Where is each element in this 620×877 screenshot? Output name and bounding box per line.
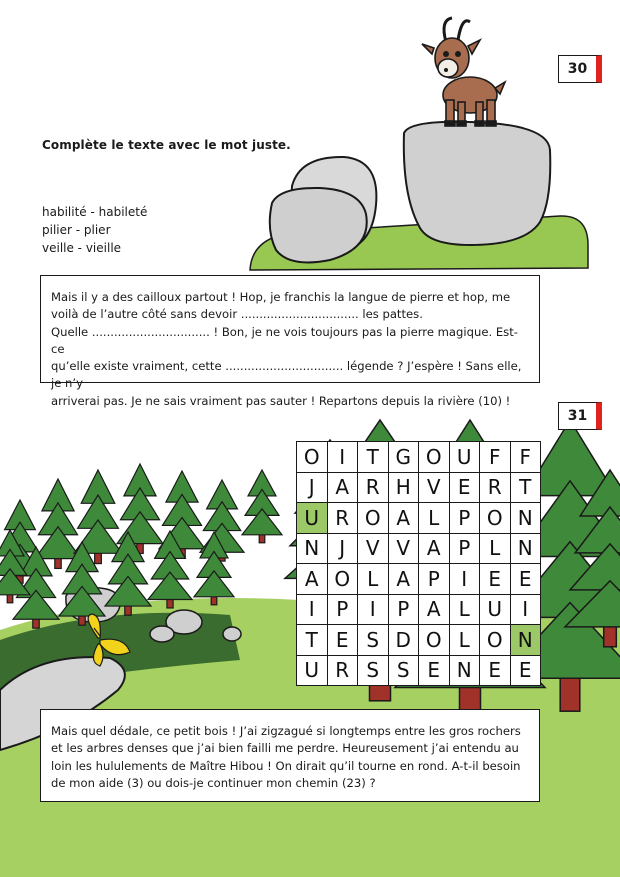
exercise-30-text-box	[40, 275, 540, 408]
grid-cell[interactable]: V	[419, 473, 450, 504]
grid-cell[interactable]: R	[328, 656, 359, 687]
grid-cell[interactable]: L	[450, 595, 481, 626]
grid-cell[interactable]: T	[297, 625, 328, 656]
grid-cell[interactable]: H	[389, 473, 420, 504]
grid-cell[interactable]: N	[511, 534, 542, 565]
grid-cell[interactable]: R	[480, 473, 511, 504]
grid-cell[interactable]: O	[419, 625, 450, 656]
grid-cell[interactable]: J	[297, 473, 328, 504]
grid-cell[interactable]: O	[328, 564, 359, 595]
grid-cell[interactable]: N	[511, 503, 542, 534]
grid-cell[interactable]: N	[511, 625, 542, 656]
grid-cell[interactable]: I	[297, 595, 328, 626]
grid-cell[interactable]: I	[358, 595, 389, 626]
word-pair: veille - vieille	[42, 241, 122, 255]
grid-cell[interactable]: E	[419, 656, 450, 687]
grid-cell[interactable]: J	[328, 534, 359, 565]
grid-cell[interactable]: A	[389, 503, 420, 534]
grid-cell[interactable]: P	[328, 595, 359, 626]
grid-cell[interactable]: O	[297, 442, 328, 473]
grid-cell[interactable]: E	[480, 564, 511, 595]
grid-cell[interactable]: F	[480, 442, 511, 473]
grid-cell[interactable]: N	[297, 534, 328, 565]
tree-icon	[242, 470, 282, 543]
grid-cell[interactable]: O	[358, 503, 389, 534]
goat-icon	[422, 18, 505, 126]
grid-cell[interactable]: L	[358, 564, 389, 595]
grid-cell[interactable]: A	[419, 595, 450, 626]
exercise-30-number: 30	[558, 55, 602, 83]
grid-cell[interactable]: U	[297, 656, 328, 687]
grid-cell[interactable]: R	[328, 503, 359, 534]
grid-cell[interactable]: F	[511, 442, 542, 473]
exercise-31-text-box	[40, 709, 540, 802]
word-pair: habilité - habileté	[42, 205, 148, 219]
grid-cell[interactable]: D	[389, 625, 420, 656]
word-pairs-list	[42, 203, 147, 257]
grid-cell[interactable]: P	[389, 595, 420, 626]
grid-cell[interactable]: E	[511, 564, 542, 595]
grid-cell[interactable]: T	[358, 442, 389, 473]
grid-cell[interactable]: P	[419, 564, 450, 595]
grid-cell[interactable]: R	[358, 473, 389, 504]
grid-cell[interactable]: O	[480, 503, 511, 534]
grid-cell[interactable]: N	[450, 656, 481, 687]
grid-cell[interactable]: O	[480, 625, 511, 656]
grid-cell[interactable]: A	[389, 564, 420, 595]
grid-cell[interactable]: P	[450, 534, 481, 565]
exercise-30-text: Mais il y a des cailloux partout ! Hop, je franchis la langue de pierre et hop, me voilà de l’autre côté sans devoir ................................ les pattes. Quelle ................................ ! Bon, je ne vois toujours pas la pierre magique. Est-ce qu’elle existe vraiment, cette ................................ légende ? J’espère ! Sans elle, je n’y arriverai pas. Je ne sais vraiment pas sauter ! Repartons depuis la rivière (10) !	[51, 290, 522, 408]
grid-cell[interactable]: L	[450, 625, 481, 656]
grid-cell[interactable]: S	[389, 656, 420, 687]
grid-cell[interactable]: A	[419, 534, 450, 565]
grid-cell[interactable]: G	[389, 442, 420, 473]
grid-cell[interactable]: S	[358, 625, 389, 656]
grid-cell[interactable]: T	[511, 473, 542, 504]
grid-cell[interactable]: V	[389, 534, 420, 565]
grid-cell[interactable]: O	[419, 442, 450, 473]
grid-cell[interactable]: V	[358, 534, 389, 565]
exercise-31-number: 31	[558, 402, 602, 430]
grid-cell[interactable]: I	[511, 595, 542, 626]
grid-cell[interactable]: E	[450, 473, 481, 504]
grid-cell[interactable]: S	[358, 656, 389, 687]
grid-cell[interactable]: I	[450, 564, 481, 595]
grid-cell[interactable]: L	[480, 534, 511, 565]
grid-cell[interactable]: E	[328, 625, 359, 656]
grid-cell[interactable]: L	[419, 503, 450, 534]
grid-cell[interactable]: U	[297, 503, 328, 534]
tree-icon	[35, 479, 81, 568]
word-pair: pilier - plier	[42, 223, 111, 237]
grid-cell[interactable]: P	[450, 503, 481, 534]
grid-cell[interactable]: U	[450, 442, 481, 473]
grid-cell[interactable]: A	[328, 473, 359, 504]
exercise-30-instruction: Complète le texte avec le mot juste.	[42, 138, 291, 152]
grid-cell[interactable]: E	[511, 656, 542, 687]
grid-cell[interactable]: U	[480, 595, 511, 626]
grid-cell[interactable]: I	[328, 442, 359, 473]
exercise-31-text: Mais quel dédale, ce petit bois ! J’ai zigzagué si longtemps entre les gros rochers et les arbres denses que j’ai bien failli me perdre. Heureusement j’ai entendu au loin les hululements de Maître Hibou ! On dirait qu’il tourne en rond. A-t-il besoin de mon aide (3) ou dois-je continuer mon chemin (23) ?	[51, 724, 521, 790]
word-search-grid	[296, 441, 541, 686]
grid-cell[interactable]: E	[480, 656, 511, 687]
grid-cell[interactable]: A	[297, 564, 328, 595]
